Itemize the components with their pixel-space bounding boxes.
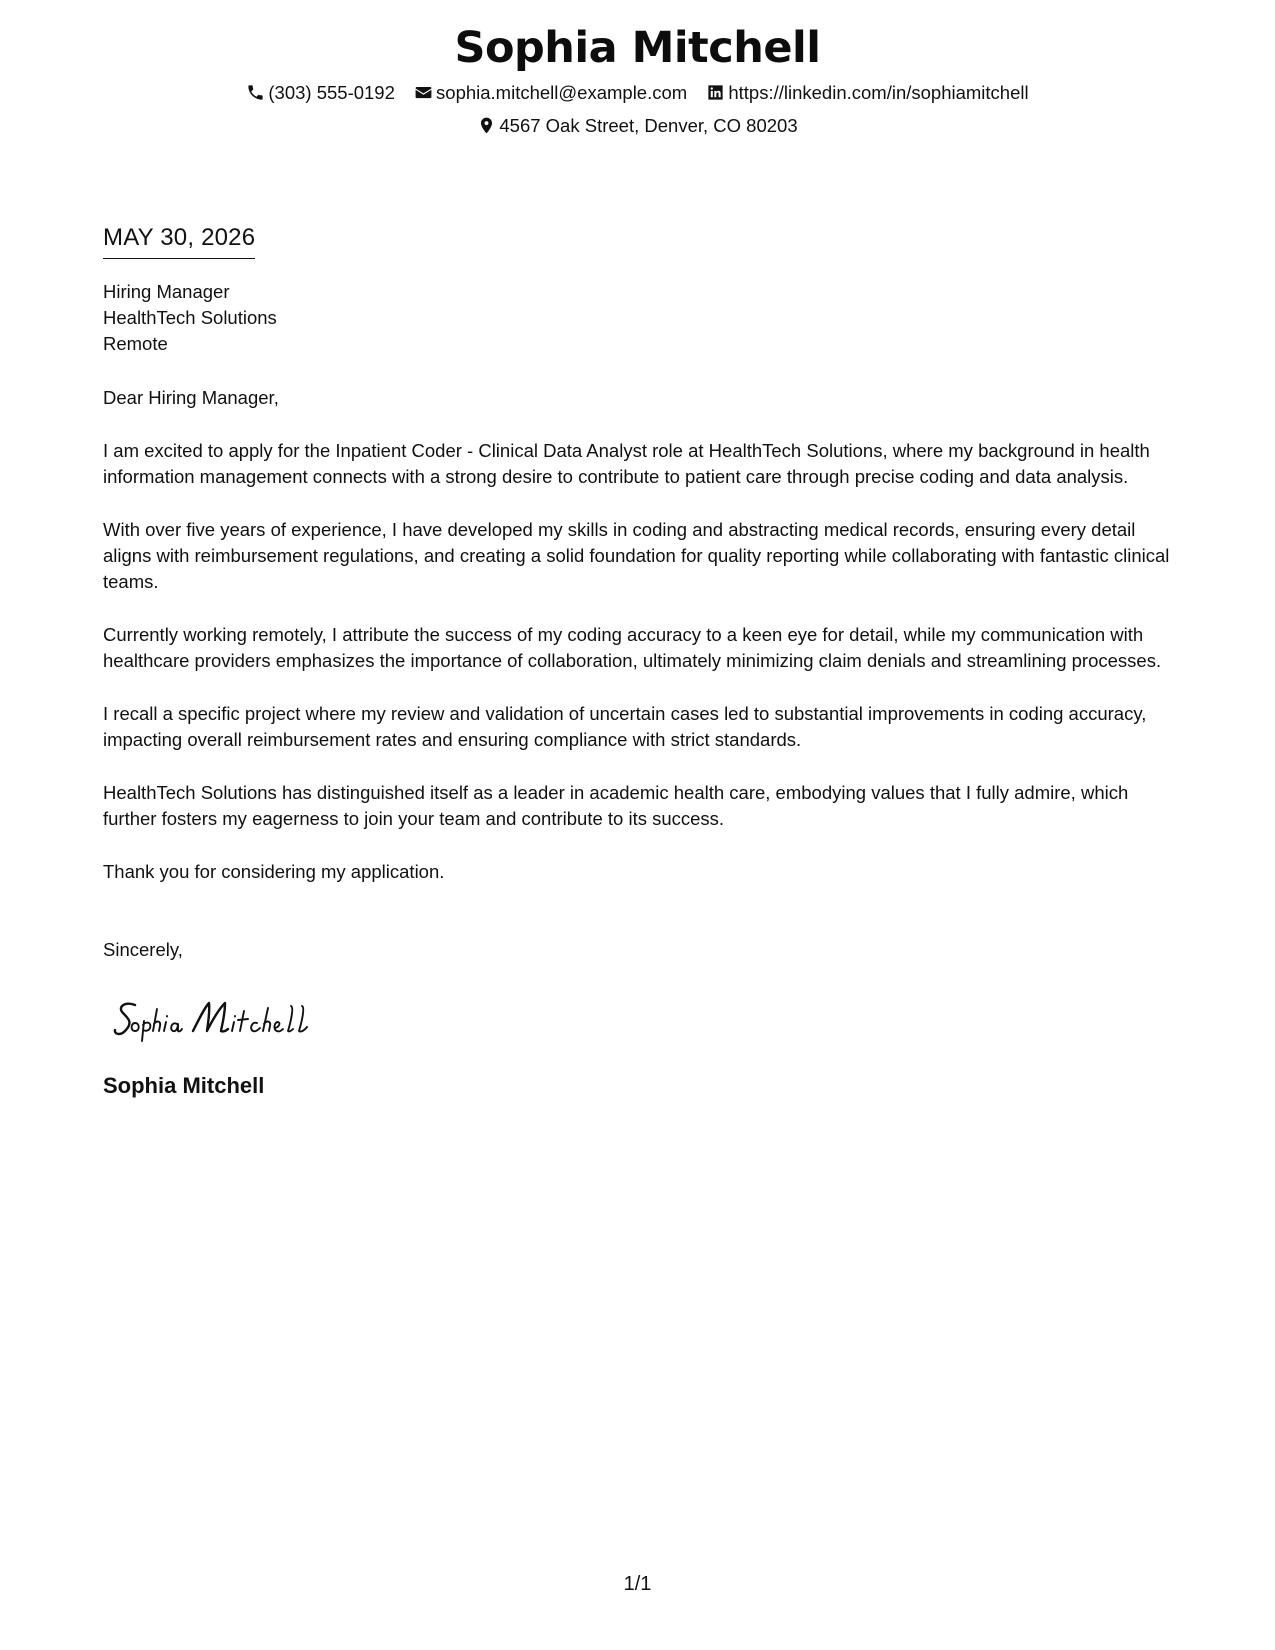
page-indicator: 1/1	[623, 1573, 652, 1595]
applicant-name: Sophia Mitchell	[454, 23, 821, 73]
salutation: Dear Hiring Manager,	[103, 387, 279, 408]
address-row	[0, 109, 1275, 142]
recipient-company: HealthTech Solutions	[103, 307, 277, 328]
envelope-icon	[414, 83, 433, 102]
recipient-block	[103, 279, 1178, 357]
linkedin-text: https://linkedin.com/in/sophiamitchell	[728, 82, 1029, 104]
letter-header	[0, 20, 1275, 142]
contact-linkedin	[706, 77, 1028, 109]
recipient-location: Remote	[103, 333, 168, 354]
signature-image	[113, 991, 363, 1051]
signer-name: Sophia Mitchell	[103, 1073, 265, 1098]
email-text: sophia.mitchell@example.com	[436, 82, 688, 104]
recipient-title: Hiring Manager	[103, 281, 230, 302]
body-paragraph: Currently working remotely, I attribute the success of my coding accuracy to a keen eye for detail, while my communication with healthcare providers emphasizes the importance of collaboration, ultimately minimizing claim denials and streamlining processes.	[103, 624, 1162, 671]
body-paragraph: With over five years of experience, I have developed my skills in coding and abstracting medical records, ensuring every detail aligns with reimbursement regulations, and creating a solid foundation for quality reporting while collaborating with fantastic clinical teams.	[103, 519, 1170, 592]
phone-text: (303) 555-0192	[268, 82, 395, 104]
contact-phone	[246, 77, 395, 109]
body-paragraph: I recall a specific project where my review and validation of uncertain cases led to substantial improvements in coding accuracy, impacting overall reimbursement rates and ensuring compliance with strict standards.	[103, 703, 1147, 750]
body-paragraph: I am excited to apply for the Inpatient Coder - Clinical Data Analyst role at HealthTech Solutions, where my background in health information management connects with a strong desire to contribute to patient care through precise coding and data analysis.	[103, 440, 1150, 487]
address-text: 4567 Oak Street, Denver, CO 80203	[499, 115, 798, 137]
linkedin-icon	[706, 83, 725, 102]
contact-row	[0, 76, 1275, 109]
contact-address	[477, 110, 797, 142]
handwritten-signature	[113, 991, 1178, 1051]
closing: Sincerely,	[103, 939, 183, 960]
phone-icon	[246, 83, 265, 102]
contact-email	[414, 77, 687, 109]
letter-date: MAY 30, 2026	[103, 222, 255, 259]
body-paragraph: HealthTech Solutions has distinguished itself as a leader in academic health care, embodying values that I fully admire, which further fosters my eagerness to join your team and contribute to its success.	[103, 782, 1129, 829]
body-paragraph: Thank you for considering my application.	[103, 861, 445, 882]
map-marker-icon	[477, 116, 496, 135]
letter-body	[103, 222, 1178, 1101]
